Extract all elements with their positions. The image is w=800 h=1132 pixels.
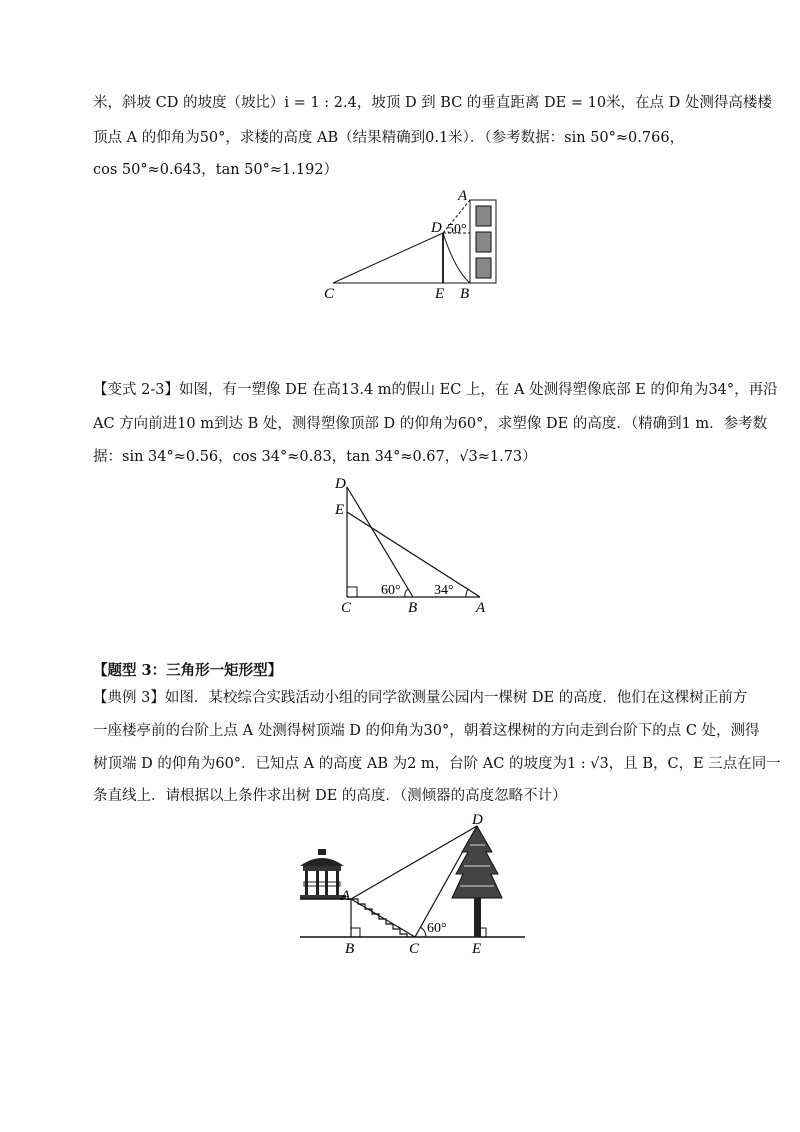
p2-line1: 【变式 2-3】如图，有一塑像 DE 在高13.4 m的假山 EC 上，在 A 处测得塑像底部 E 的仰角为34°，再沿 bbox=[93, 382, 778, 398]
window-1 bbox=[476, 206, 491, 226]
label-angle-34: 34° bbox=[434, 583, 454, 598]
arc-60 bbox=[420, 927, 426, 937]
label-A: A bbox=[476, 600, 486, 616]
label-C: C bbox=[409, 941, 420, 957]
p3-line2: 一座楼亭前的台阶上点 A 处测得树顶端 D 的仰角为30°，朝着这棵树的方向走到台阶下的点 C 处，测得 bbox=[93, 723, 760, 739]
pavilion-icon bbox=[300, 849, 346, 899]
label-B: B bbox=[460, 286, 470, 302]
p3-line4: 条直线上．请根据以上条件求出树 DE 的高度．（测倾器的高度忽略不计） bbox=[93, 788, 567, 804]
label-C: C bbox=[324, 286, 335, 302]
figure-slope-building bbox=[320, 188, 510, 303]
label-A: A bbox=[458, 188, 468, 204]
p2-line2: AC 方向前进10 m到达 B 处，测得塑像顶部 D 的仰角为60°，求塑像 DE 的高度．（精确到1 m．参考数 bbox=[93, 416, 768, 432]
label-E: E bbox=[335, 502, 345, 518]
label-A: A bbox=[341, 888, 351, 904]
line-EA bbox=[347, 512, 480, 597]
arc-curve bbox=[443, 233, 470, 283]
label-E: E bbox=[435, 286, 445, 302]
section-heading: 【题型 3：三角形一矩形型】 bbox=[93, 662, 283, 679]
label-D: D bbox=[335, 476, 346, 492]
label-D: D bbox=[472, 812, 483, 828]
label-B: B bbox=[345, 941, 355, 957]
p1-line1: 米，斜坡 CD 的坡度（坡比）i = 1 : 2.4，坡顶 D 到 BC 的垂直距离 DE = 10米，在点 D 处测得高楼楼 bbox=[93, 95, 772, 111]
label-C: C bbox=[341, 600, 352, 616]
p2-line3: 据：sin 34°≈0.56，cos 34°≈0.83，tan 34°≈0.67，√3≈1.73） bbox=[93, 449, 537, 465]
line-CD bbox=[333, 233, 443, 283]
label-angle-60: 60° bbox=[381, 583, 401, 598]
arc-60 bbox=[405, 589, 408, 597]
label-angle-50: 50° bbox=[447, 222, 467, 237]
figure-pavilion-tree bbox=[295, 810, 530, 960]
tree-icon bbox=[452, 826, 502, 937]
label-E: E bbox=[472, 941, 482, 957]
label-D: D bbox=[431, 220, 442, 236]
right-angle-B bbox=[351, 928, 360, 937]
window-2 bbox=[476, 232, 491, 252]
p3-line3: 树顶端 D 的仰角为60°．已知点 A 的高度 AB 为2 m，台阶 AC 的坡度为1 : √3，且 B，C，E 三点在同一 bbox=[93, 756, 781, 772]
p1-line2: 顶点 A 的仰角为50°，求楼的高度 AB（结果精确到0.1米）．（参考数据：sin 50°≈0.766， bbox=[93, 130, 685, 146]
window-3 bbox=[476, 258, 491, 278]
line-AC bbox=[351, 899, 415, 937]
stairs bbox=[351, 899, 407, 937]
label-angle-60: 60° bbox=[427, 921, 447, 936]
label-B: B bbox=[408, 600, 418, 616]
p3-line1: 【典例 3】如图．某校综合实践活动小组的同学欲测量公园内一棵树 DE 的高度．他们在这棵树正前方 bbox=[93, 690, 748, 706]
figure-statue bbox=[330, 472, 500, 617]
p1-line3: cos 50°≈0.643，tan 50°≈1.192） bbox=[93, 162, 339, 178]
right-angle-C bbox=[347, 587, 357, 597]
arc-34 bbox=[466, 589, 468, 597]
line-DB bbox=[347, 487, 413, 597]
